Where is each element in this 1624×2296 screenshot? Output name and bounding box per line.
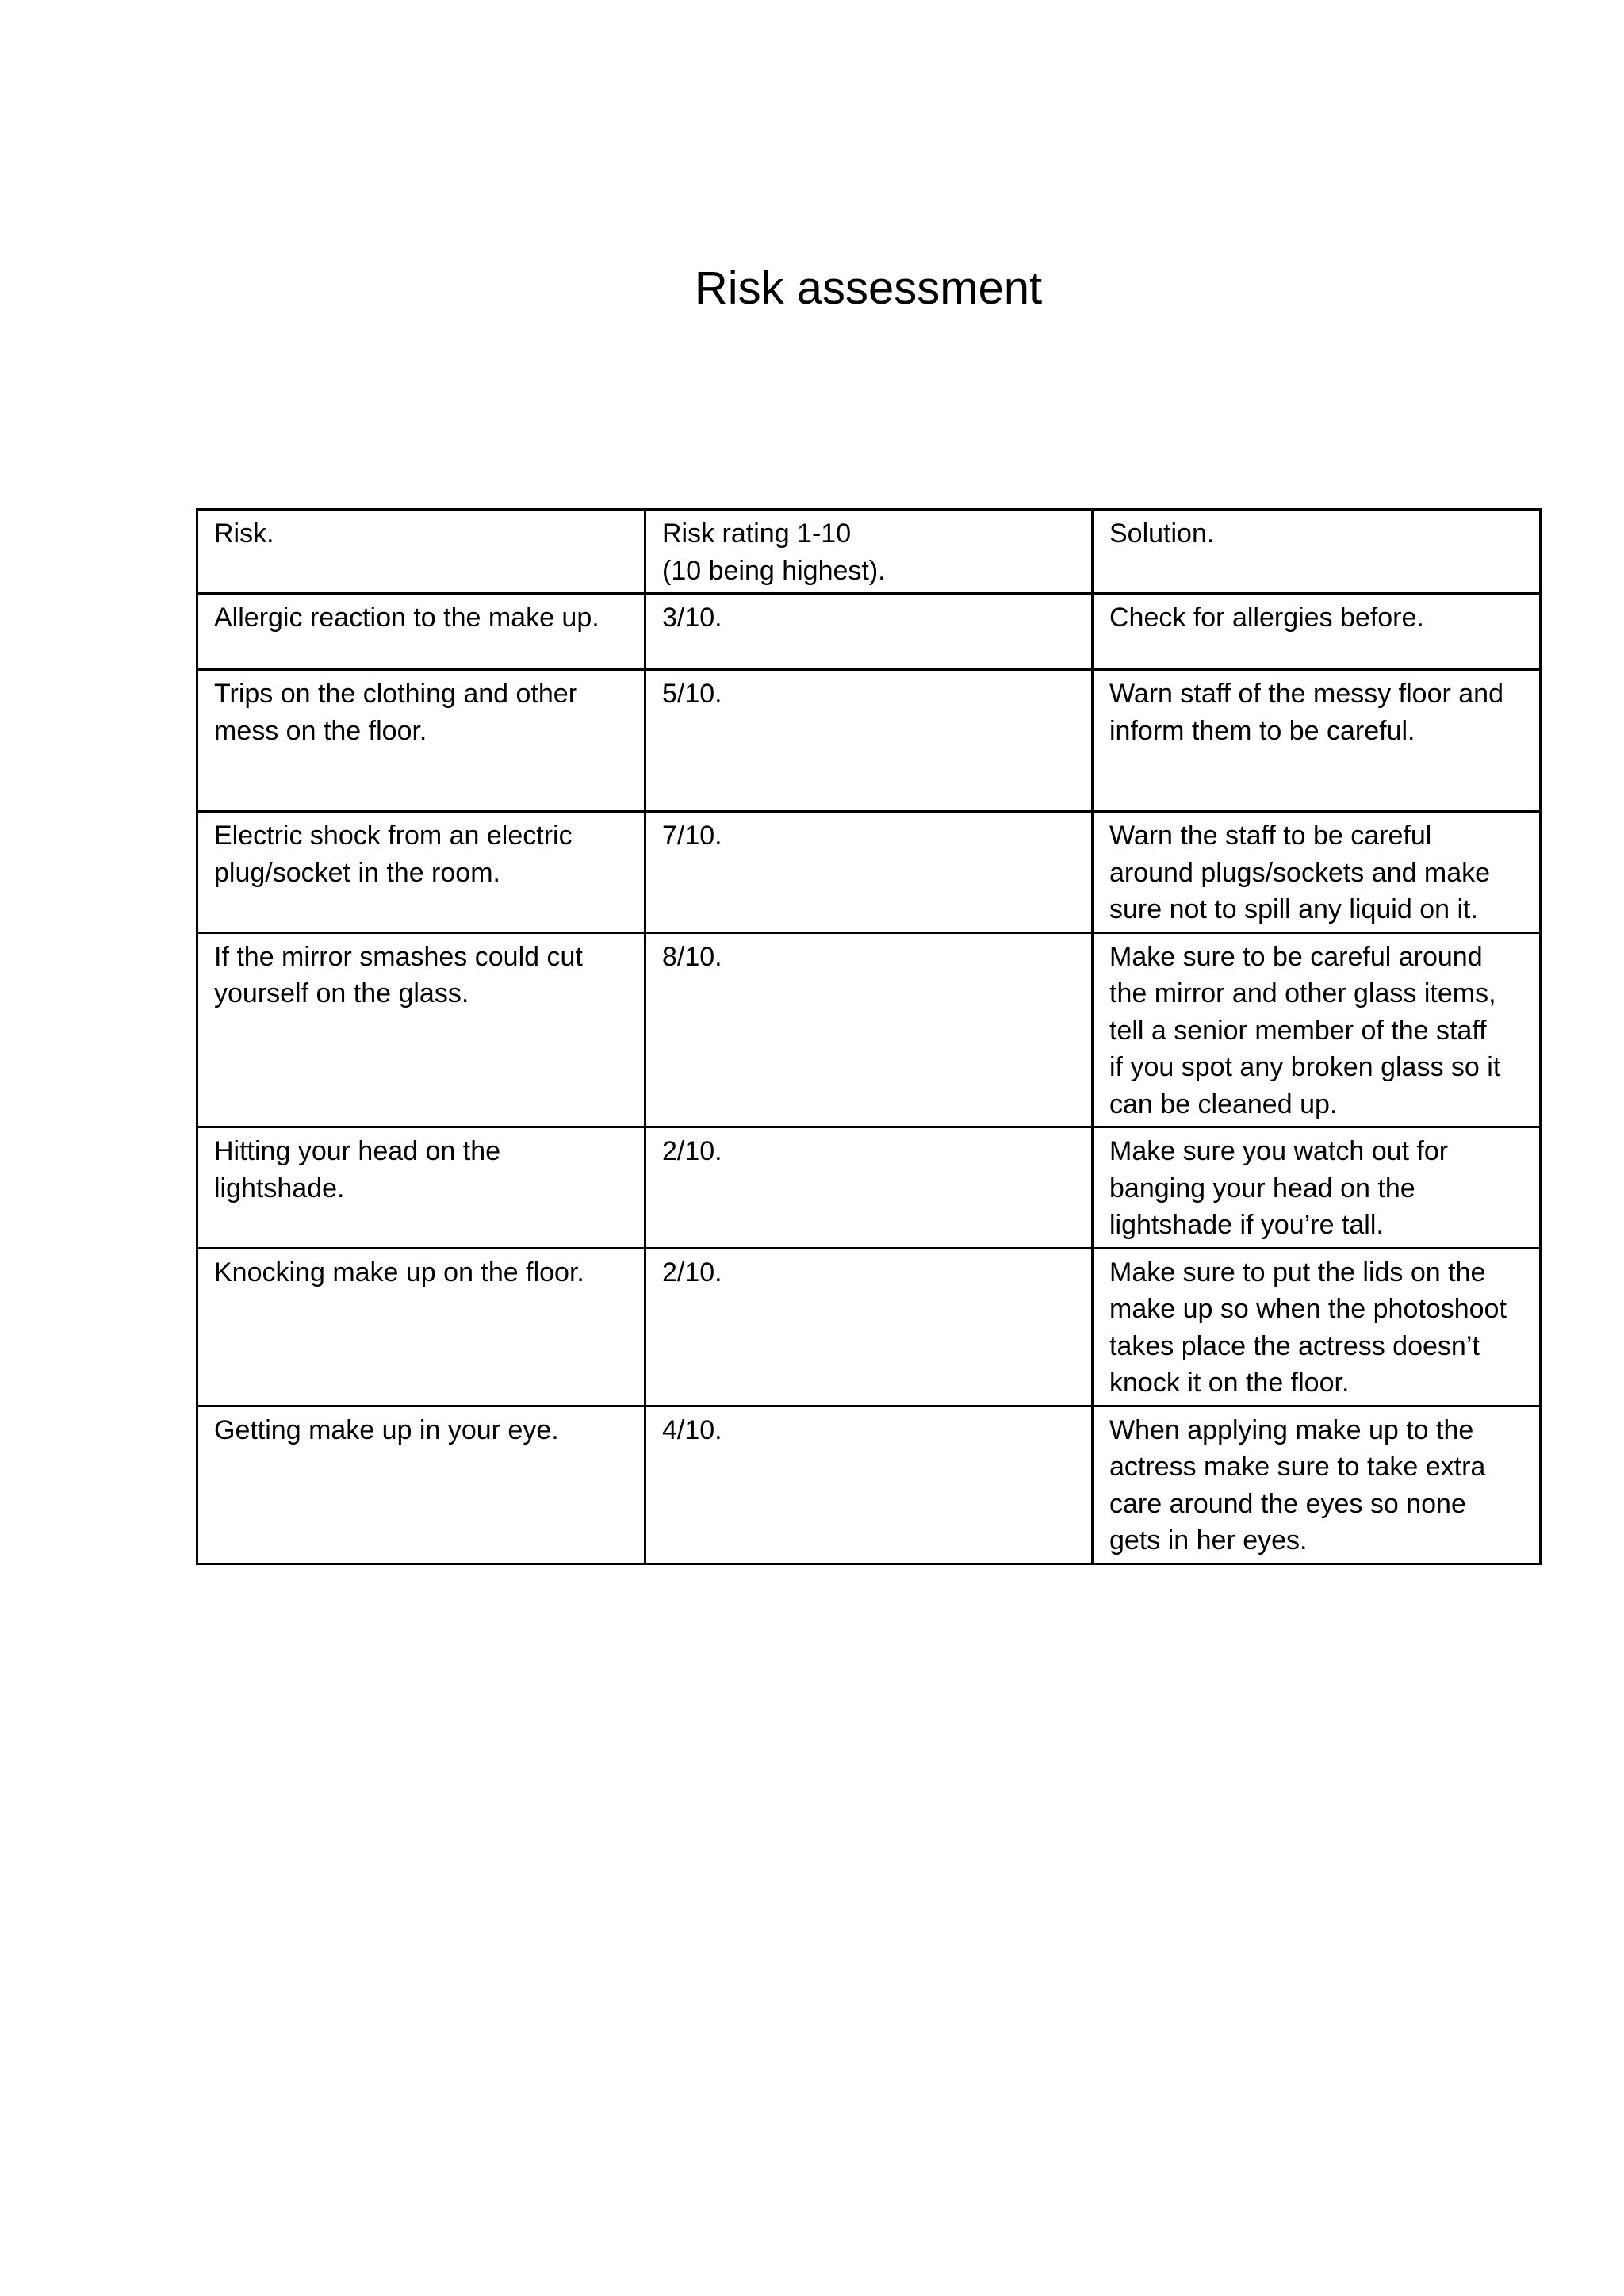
solution-cell: Make sure to put the lids on the make up so when the photoshoot takes place the actress doesn’t knock it on the floor. bbox=[1093, 1248, 1541, 1406]
risk-assessment-table bbox=[196, 508, 1542, 1565]
risk-cell: Knocking make up on the floor. bbox=[197, 1248, 645, 1406]
risk-cell: Electric shock from an electric plug/socket in the room. bbox=[197, 812, 645, 933]
header-risk: Risk. bbox=[197, 510, 645, 594]
rating-cell: 8/10. bbox=[645, 932, 1093, 1127]
table-row bbox=[197, 812, 1541, 933]
table-row bbox=[197, 1127, 1541, 1249]
rating-cell: 2/10. bbox=[645, 1248, 1093, 1406]
table-row bbox=[197, 932, 1541, 1127]
page-title: Risk assessment bbox=[694, 262, 1043, 314]
rating-cell: 2/10. bbox=[645, 1127, 1093, 1249]
rating-cell: 5/10. bbox=[645, 670, 1093, 812]
header-solution: Solution. bbox=[1093, 510, 1541, 594]
risk-cell: Allergic reaction to the make up. bbox=[197, 594, 645, 670]
risk-cell: Trips on the clothing and other mess on the floor. bbox=[197, 670, 645, 812]
table-row bbox=[197, 1248, 1541, 1406]
solution-cell: When applying make up to the actress make sure to take extra care around the eyes so none gets in her eyes. bbox=[1093, 1406, 1541, 1563]
solution-cell: Warn staff of the messy floor and inform them to be careful. bbox=[1093, 670, 1541, 812]
table-row bbox=[197, 670, 1541, 812]
table-header-row bbox=[197, 510, 1541, 594]
rating-cell: 3/10. bbox=[645, 594, 1093, 670]
header-risk-rating: Risk rating 1-10 (10 being highest). bbox=[645, 510, 1093, 594]
risk-cell: If the mirror smashes could cut yourself on the glass. bbox=[197, 932, 645, 1127]
risk-cell: Getting make up in your eye. bbox=[197, 1406, 645, 1563]
solution-cell: Warn the staff to be careful around plugs/sockets and make sure not to spill any liquid on it. bbox=[1093, 812, 1541, 933]
solution-cell: Make sure to be careful around the mirror and other glass items, tell a senior member of the staff if you spot any broken glass so it can be cleaned up. bbox=[1093, 932, 1541, 1127]
risk-cell: Hitting your head on the lightshade. bbox=[197, 1127, 645, 1249]
table-row bbox=[197, 594, 1541, 670]
solution-cell: Make sure you watch out for banging your head on the lightshade if you’re tall. bbox=[1093, 1127, 1541, 1249]
rating-cell: 7/10. bbox=[645, 812, 1093, 933]
rating-cell: 4/10. bbox=[645, 1406, 1093, 1563]
table-row bbox=[197, 1406, 1541, 1563]
solution-cell: Check for allergies before. bbox=[1093, 594, 1541, 670]
